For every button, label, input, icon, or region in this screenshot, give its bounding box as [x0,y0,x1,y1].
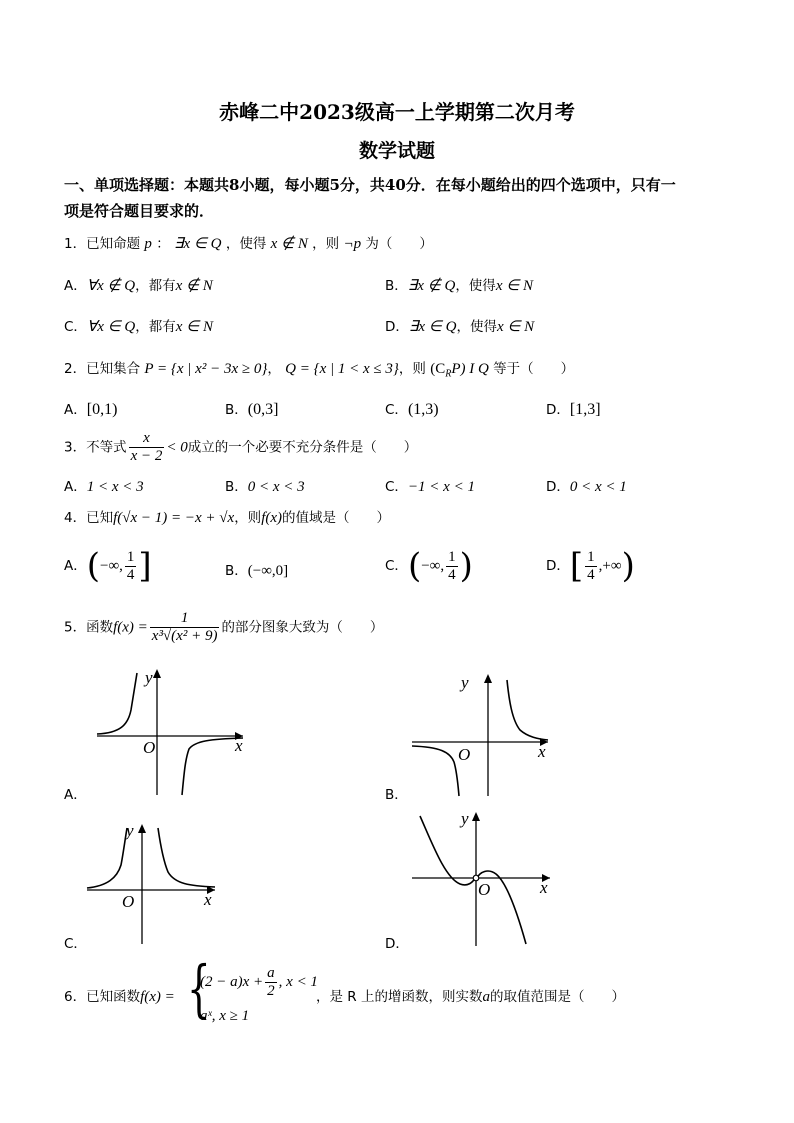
option-fraction [446,549,458,584]
option-label: C． [385,479,408,495]
option-label: A． [64,278,87,294]
option-math: ∀x ∉ Q [86,278,136,294]
fraction-den: 4 [126,566,135,583]
q6-case-2: aˣ, x ≥ 1 [200,1008,250,1024]
option-label: C． [385,558,408,574]
section-heading-line2: 项是符合题目要求的． [64,202,215,220]
q1-math-exists: ∃x ∈ Q [173,236,222,252]
q2-expr-sub: R [445,368,452,380]
q1-text: 1．已知命题 [64,236,141,252]
q2-expr: P) I Q [451,361,489,377]
q3-option-a [64,475,144,496]
question-6-stem [64,985,175,1006]
q5-graph-a [95,665,250,797]
fraction-num: a [267,965,275,981]
option-math: −∞, [421,558,445,574]
q4-fx: f(x) [261,510,283,526]
q1-option-a [64,274,213,295]
right-bracket: ] [138,546,152,586]
origin-label: O [478,880,491,899]
origin-label: O [458,745,471,764]
option-fraction [125,549,137,584]
page-subtitle: 数学试题 [358,140,435,162]
question-2-stem [64,357,574,380]
q6-case-1 [200,965,318,1000]
q3-text: 成立的一个必要不充分条件是（ ） [187,439,418,456]
option-label: B． [225,402,248,418]
q2-text: ，则 [398,361,426,377]
section-heading-line1: 一、单项选择题：本题共8小题，每小题5分，共40分．在每小题给出的四个选项中，只有一 [64,176,676,194]
q6-fx: f(x) = [140,989,175,1005]
q5-fraction [150,610,220,645]
q5-fraction-den: x³√(x² + 9) [151,628,218,644]
x-axis-label: x [235,736,243,755]
option-fraction [585,549,597,584]
option-math: −∞, [100,558,123,574]
option-math: x ∈ N [495,278,534,294]
option-math: ,+∞ [598,558,622,574]
option-label: D． [385,319,409,335]
q6-text: 的取值范围是（ ） [489,989,625,1005]
q3-option-b [225,475,305,496]
question-1-stem [64,232,433,253]
q2-expr: (C [430,361,446,377]
option-label: C． [64,319,87,335]
q1-text: ，使得 [225,236,267,252]
case-cond: , x < 1 [278,973,318,990]
q5-graph-d [410,808,555,948]
q2-option-a [64,398,117,419]
option-math: (0,3] [247,401,279,418]
x-axis-label: x [538,742,546,761]
option-text: ，使得 [455,278,496,294]
y-axis-arrow [138,824,146,833]
q5-option-b: B． [385,787,408,803]
fraction-num: 1 [587,548,595,565]
option-label: C． [385,402,408,418]
option-math: (1,3) [407,401,439,418]
q3-fraction-den: x − 2 [130,448,163,464]
q1-text: 为（ ） [365,236,433,252]
option-math: 0 < x < 1 [569,479,627,495]
option-text: ，都有 [135,319,176,335]
right-paren: ) [459,546,473,586]
option-label: B． [225,563,248,579]
y-axis-arrow [472,812,480,821]
q2-set-q: Q = {x | 1 < x ≤ 3} [285,361,399,377]
q5-text: 的部分图象大致为（ ） [221,619,384,636]
q2-text: 等于（ ） [493,361,575,377]
option-math: [1,3] [569,401,601,418]
q2-option-d [546,398,601,419]
option-math: ∀x ∈ Q [86,319,136,335]
option-label: A． [64,479,87,495]
y-axis-arrow [484,674,492,683]
option-math: x ∈ N [175,319,213,335]
fraction-num: 1 [126,548,135,565]
q5-fraction-num: 1 [150,610,220,628]
q3-fraction [129,430,165,465]
option-text: ，都有 [135,278,176,294]
curve-right-branch [158,828,215,887]
q4-text: 4．已知 [64,510,114,526]
page-title: 赤峰二中2023级高一上学期第二次月考 [219,100,575,124]
option-math: x ∈ N [496,319,535,335]
option-label: D． [546,402,570,418]
y-axis-label: y [461,673,469,692]
q3-fraction-num: x [129,430,165,448]
q2-option-c [385,398,439,419]
option-math: 0 < x < 3 [247,479,305,495]
x-axis-label: x [204,890,212,909]
q6-left-brace: { [187,952,211,1025]
origin-label: O [122,892,135,911]
option-math: −1 < x < 1 [407,479,475,495]
q1-math-notin: x ∉ N [270,236,308,252]
y-axis-arrow [153,669,161,678]
q1-option-c [64,315,213,336]
option-text: ，使得 [456,319,497,335]
option-math: ∃x ∈ Q [408,319,457,335]
curve-right-branch [507,680,548,740]
q4-option-c [385,546,473,586]
curve-left-branch [412,746,459,796]
q1-option-b [385,274,533,295]
fraction-den: 4 [587,566,595,583]
question-6-stem-end [316,985,625,1006]
q6-math-a: a [482,989,490,1005]
q2-text: ， [267,361,281,377]
q4-text: 的值域是（ ） [282,510,391,526]
left-paren: ( [407,546,422,586]
fraction-den: 4 [448,566,456,583]
option-math: (−∞,0] [247,563,289,579]
option-label: B． [225,479,248,495]
y-axis-label: y [145,668,153,687]
option-math: [0,1) [86,401,118,418]
q5-text: 5．函数 [64,619,114,636]
q5-option-d: D． [385,936,409,952]
option-label: D． [546,479,570,495]
question-3-stem [64,430,417,465]
y-axis-label: y [461,809,469,828]
q1-option-d [385,315,534,336]
fraction-num: 1 [448,548,456,565]
q4-option-b [225,559,288,580]
origin-label: O [143,738,156,757]
curve-left-branch [87,828,127,888]
q5-graph-b [410,670,555,798]
left-paren: ( [86,546,101,586]
q3-option-d [546,475,627,496]
q4-option-d [546,546,635,586]
q6-text: ，是 R 上的增函数，则实数 [316,989,483,1005]
q3-ineq: < 0 [166,439,188,456]
q3-option-c [385,475,475,496]
q2-option-b [225,398,278,419]
x-axis-label: x [540,878,548,897]
q5-graph-c [85,820,220,945]
q4-equation: f(√x − 1) = −x + √x [113,510,235,526]
q1-math-negp: ¬p [343,236,362,252]
curve-left-branch [97,673,137,734]
q1-math-p: p [144,236,152,252]
q5-option-a: A． [64,787,87,803]
q2-text: 2．已知集合 [64,361,141,377]
option-math: 1 < x < 3 [86,479,144,495]
question-4-stem [64,506,390,527]
q2-set-p: P = {x | x² − 3x ≥ 0} [144,361,268,377]
q4-text: ，则 [234,510,262,526]
q1-text: ： [156,236,170,252]
left-bracket: [ [569,546,584,586]
option-label: B． [385,278,408,294]
q3-text: 3．不等式 [64,439,127,456]
y-axis-label: y [126,821,134,840]
curve-right-branch [182,738,243,795]
question-5-stem [64,610,383,645]
option-label: A． [64,402,87,418]
q1-text: ，则 [312,236,340,252]
option-label: D． [546,558,570,574]
right-paren: ) [621,546,635,586]
q5-fx: f(x) = [113,619,148,636]
option-math: ∃x ∉ Q [407,278,456,294]
case-expr: (2 − a)x + [200,973,264,990]
fraction-den: 2 [267,983,275,999]
q5-option-c: C． [64,936,87,952]
q4-option-a [64,546,152,586]
case-fraction [265,965,277,1000]
option-math: x ∉ N [175,278,213,294]
option-label: A． [64,558,87,574]
q6-text: 6．已知函数 [64,989,141,1005]
